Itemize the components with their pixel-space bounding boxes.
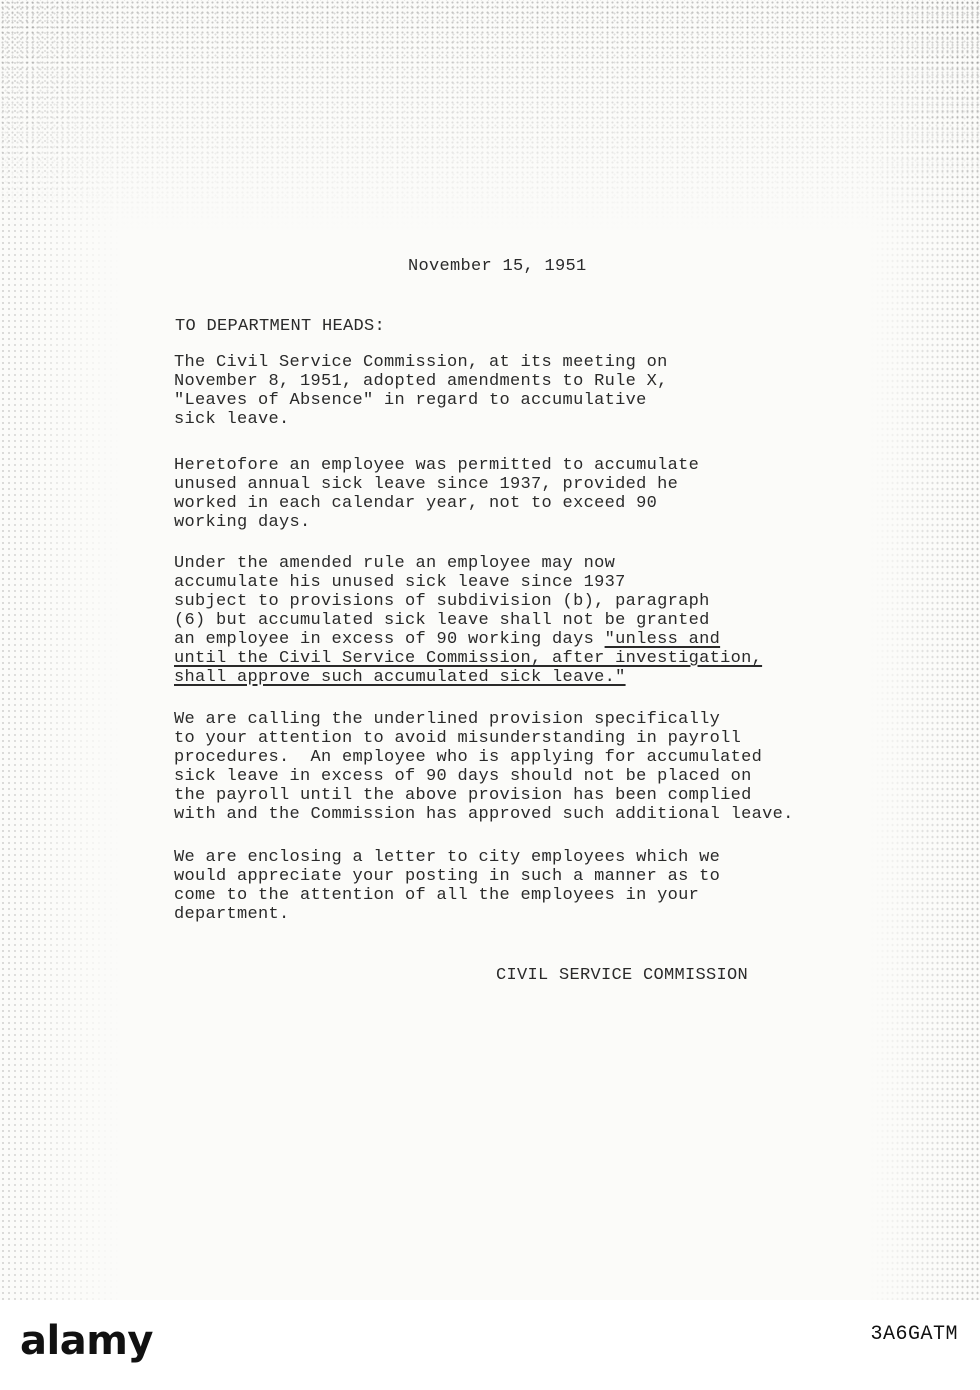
letter-paragraph-5: We are enclosing a letter to city employees which we would appreciate your posting in such a manner as to come to the attention of all the employees in your department. bbox=[174, 848, 721, 924]
letter-paragraph-1: The Civil Service Commission, at its meeting on November 8, 1951, adopted amendments to Rule X, "Leaves of Absence" in regard to accumulative sick leave. bbox=[174, 353, 668, 429]
scan-noise-right bbox=[870, 0, 980, 1300]
paragraph-3-lead: Under the amended rule an employee may now accumulate his unused sick leave since 1937 subject to provisions of subdivision (b), paragraph (6) but accumulated sick leave shall not be granted an employee in excess of 90 working days bbox=[174, 554, 710, 649]
underlined-provision-a: "unless and bbox=[604, 630, 721, 649]
letter-salutation: TO DEPARTMENT HEADS: bbox=[175, 317, 386, 336]
scan-noise-top bbox=[0, 0, 980, 230]
scan-noise-left bbox=[0, 0, 120, 1300]
letter-paragraph-4: We are calling the underlined provision specifically to your attention to avoid misunderstanding in payroll procedures. An employee who is applying for accumulated sick leave in excess of 90 days should not be placed on the payroll until the above provision has been complied with and the Commission has approved such additional leave. bbox=[174, 710, 794, 824]
underlined-provision-c: shall approve such accumulated sick leave." bbox=[174, 668, 626, 687]
letter-date: November 15, 1951 bbox=[408, 257, 587, 276]
stock-wordmark-logo: alamy bbox=[20, 1318, 153, 1364]
letter-signature: CIVIL SERVICE COMMISSION bbox=[496, 966, 749, 985]
stock-image-id: 3A6GATM bbox=[870, 1323, 958, 1346]
letter-paragraph-2: Heretofore an employee was permitted to accumulate unused annual sick leave since 1937, provided he worked in each calendar year, not to exceed 90 working days. bbox=[174, 456, 700, 532]
underlined-provision-b: until the Civil Service Commission, after investigation, bbox=[174, 649, 763, 668]
letter-paragraph-3 bbox=[174, 554, 762, 687]
